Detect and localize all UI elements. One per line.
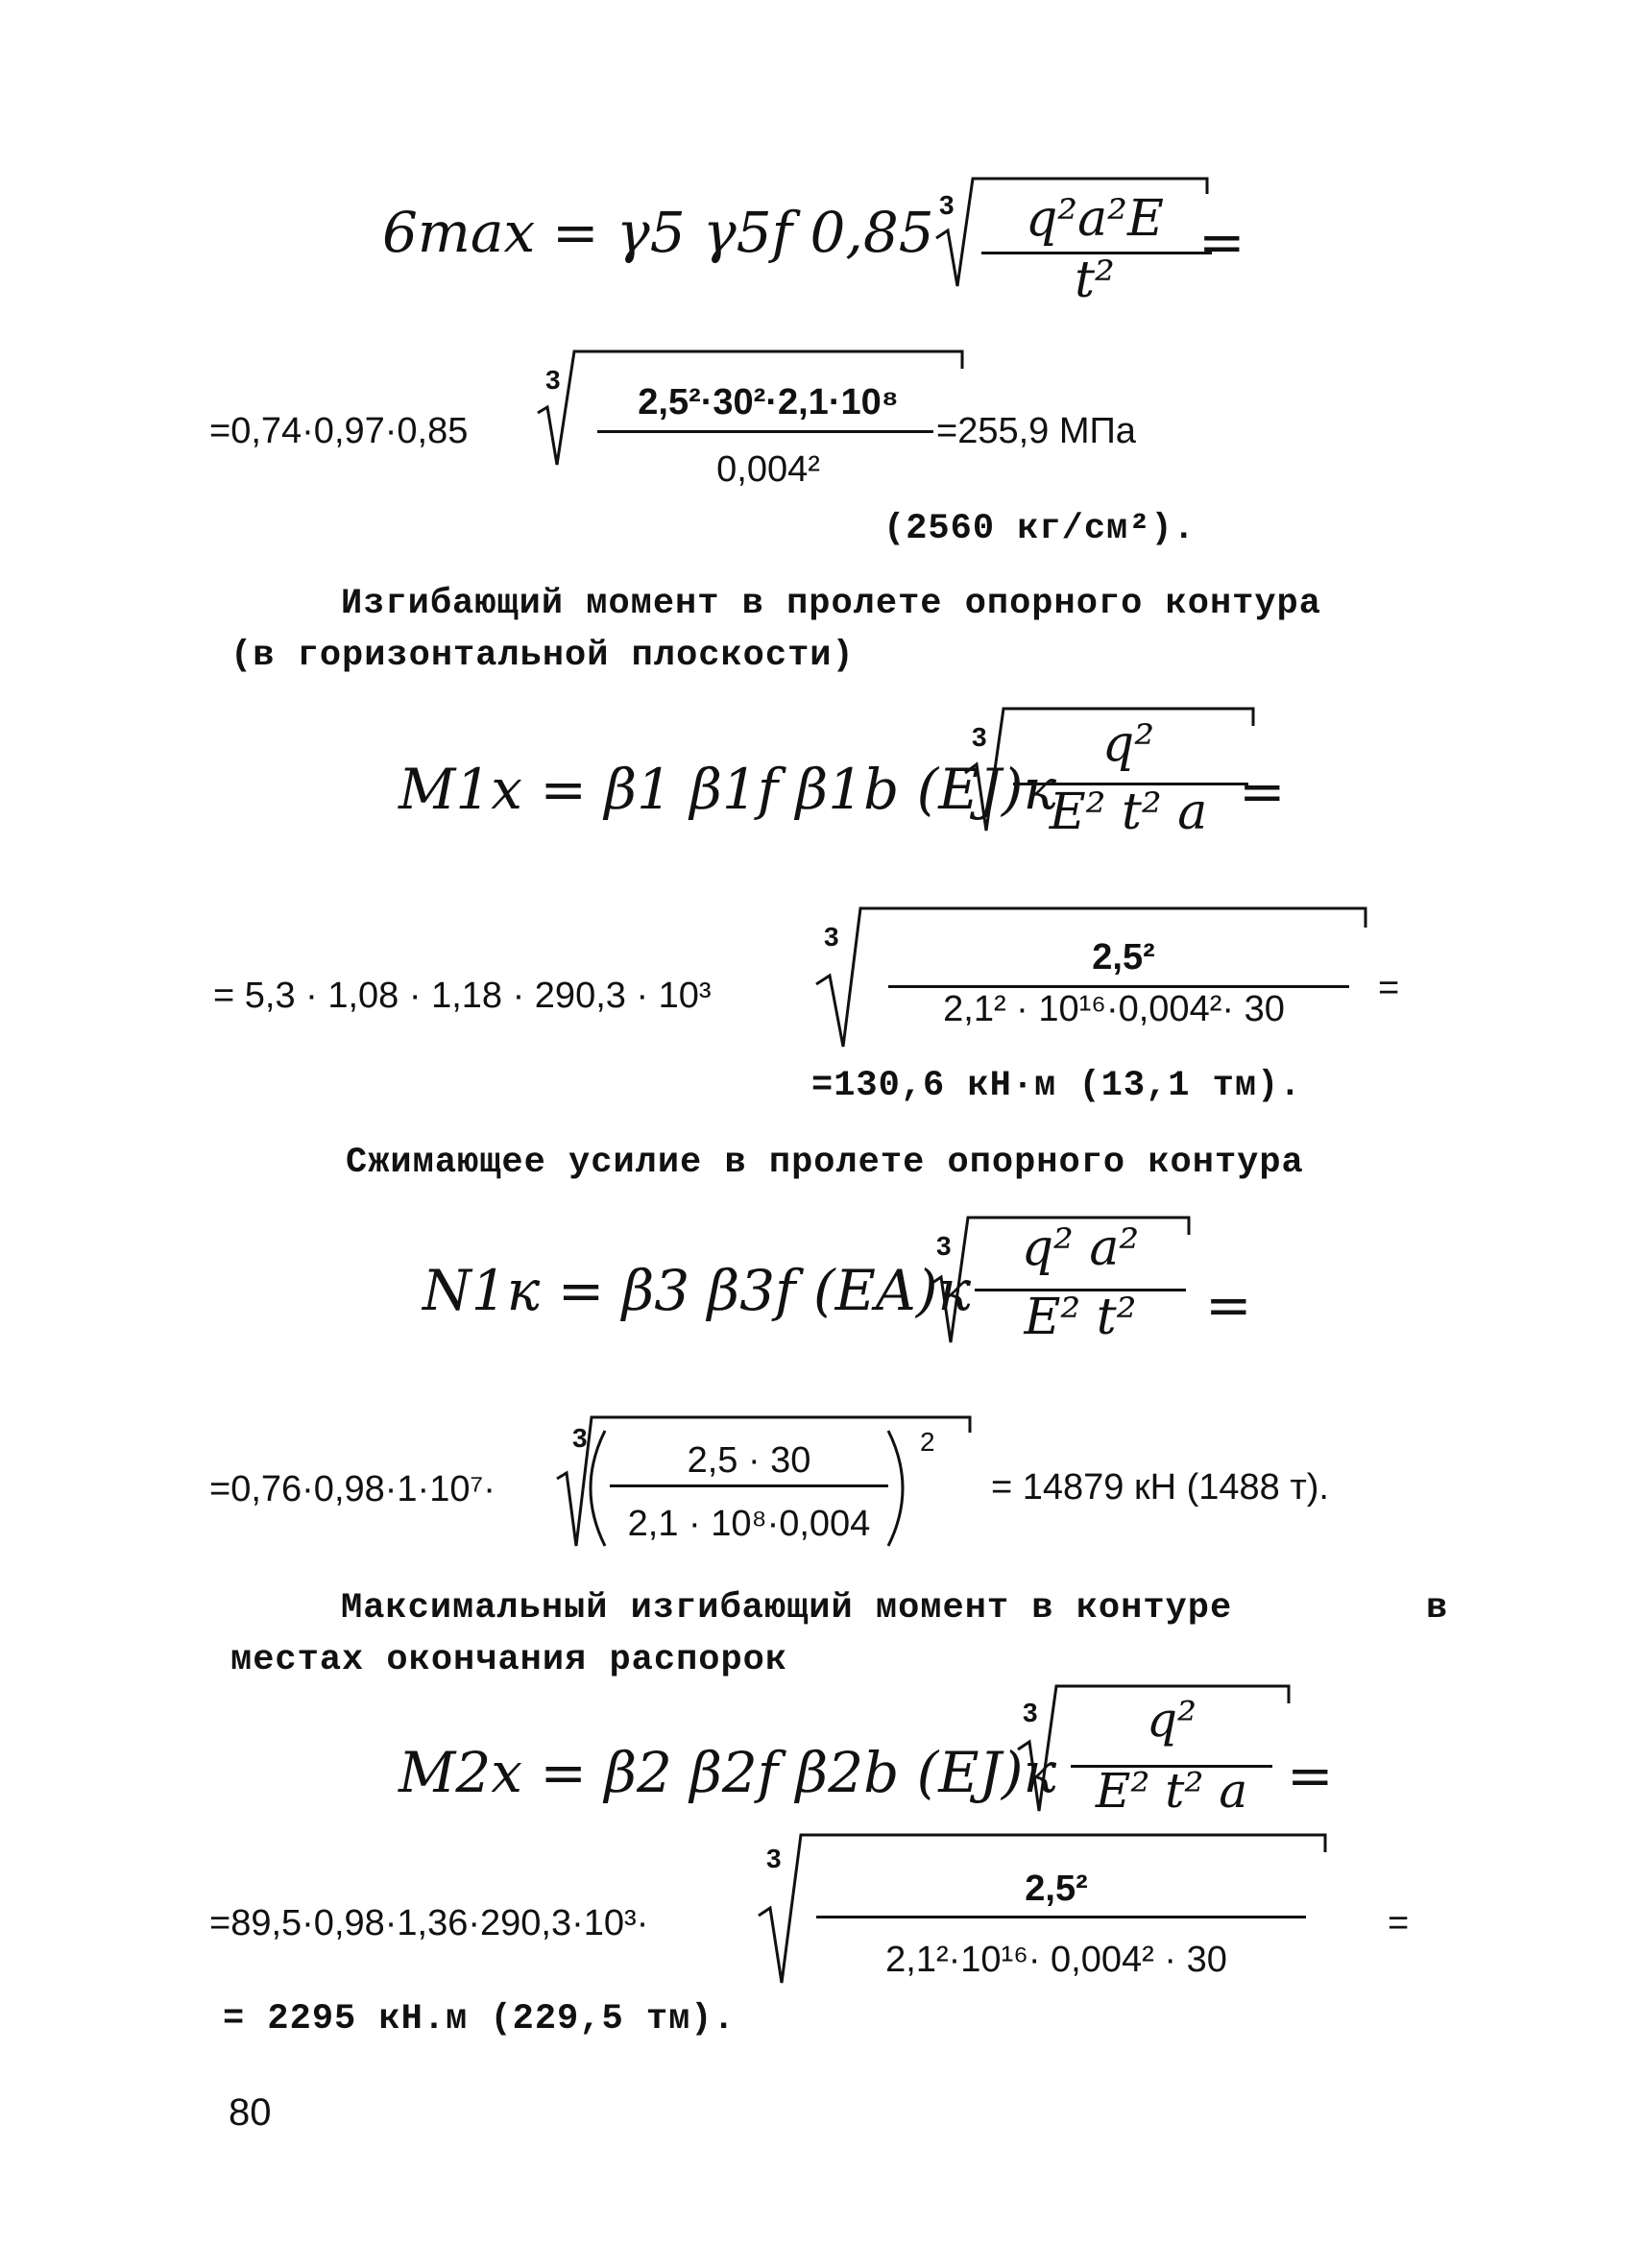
equals-sign: = bbox=[1239, 759, 1286, 824]
exponent: 2 bbox=[920, 1427, 935, 1457]
paragraph-line-end: в bbox=[1426, 1588, 1449, 1629]
fraction-denominator: E² t² a bbox=[1049, 784, 1208, 841]
page-number: 80 bbox=[229, 2091, 272, 2134]
equals-sign: = bbox=[1198, 209, 1245, 275]
paragraph-line: Изгибающий момент в пролете опорного контура bbox=[341, 584, 1321, 624]
formula-lhs: M1x = β1 β1f β1b (EJ)к bbox=[399, 757, 1057, 822]
equals-sign: = bbox=[1205, 1272, 1252, 1338]
numeric-result-alt-units: (2560 кг/см²). bbox=[883, 509, 1196, 549]
fraction-denominator: 2,1²·10¹⁶· 0,004² · 30 bbox=[885, 1940, 1227, 1980]
numeric-result: = 2295 кН.м (229,5 тм). bbox=[223, 1999, 736, 2039]
numeric-prefix: = 5,3 · 1,08 · 1,18 · 290,3 · 10³ bbox=[213, 976, 712, 1016]
fraction-denominator: 2,1 · 10⁸·0,004 bbox=[627, 1504, 871, 1544]
fraction-numerator: q² bbox=[1146, 1692, 1197, 1748]
fraction-line bbox=[610, 1484, 888, 1487]
radical-sign bbox=[816, 903, 1373, 1066]
equals-sign: = bbox=[1378, 968, 1400, 1008]
fraction-numerator: 2,5² bbox=[1092, 937, 1155, 977]
fraction-denominator: t² bbox=[1075, 252, 1115, 309]
fraction-line bbox=[597, 430, 933, 433]
formula-lhs: 6max bbox=[382, 200, 536, 265]
root-index: 3 bbox=[572, 1423, 588, 1453]
equals-sign: = bbox=[1388, 1903, 1410, 1943]
fraction-denominator: 0,004² bbox=[716, 449, 820, 490]
paragraph-line: (в горизонтальной плоскости) bbox=[230, 636, 855, 676]
fraction-numerator: 2,5² bbox=[1025, 1869, 1088, 1909]
fraction-numerator: q²a²E bbox=[1026, 190, 1164, 248]
numeric-prefix: =0,74·0,97·0,85 bbox=[209, 411, 469, 451]
fraction-line bbox=[816, 1916, 1306, 1918]
fraction-numerator: q² a² bbox=[1021, 1219, 1140, 1277]
numeric-result: =255,9 МПа bbox=[936, 411, 1136, 451]
fraction-numerator: 2,5 · 30 bbox=[687, 1440, 811, 1481]
formula-lhs: N1к = β3 β3f (EA)к bbox=[423, 1258, 972, 1323]
paragraph-line: Максимальный изгибающий момент в контуре bbox=[341, 1588, 1233, 1629]
root-index: 3 bbox=[972, 722, 987, 752]
formula-lhs: M2x = β2 β2f β2b (EJ)к bbox=[399, 1740, 1057, 1805]
root-index: 3 bbox=[939, 190, 955, 220]
numeric-result: =130,6 кН·м (13,1 тм). bbox=[811, 1066, 1302, 1106]
equals-sign: = bbox=[1287, 1743, 1334, 1808]
fraction-line bbox=[888, 985, 1349, 988]
paragraph-line: Сжимающее усилие в пролете опорного контура bbox=[346, 1143, 1304, 1183]
root-index: 3 bbox=[936, 1231, 952, 1261]
root-index: 3 bbox=[545, 365, 561, 395]
numeric-prefix: =89,5·0,98·1,36·290,3·10³· bbox=[209, 1903, 649, 1943]
root-index: 3 bbox=[824, 922, 839, 952]
fraction-denominator: 2,1² · 10¹⁶·0,004²· 30 bbox=[943, 989, 1285, 1029]
paragraph-line: местах окончания распорок bbox=[230, 1640, 788, 1680]
root-index: 3 bbox=[766, 1844, 782, 1873]
fraction-numerator: 2,5²·30²·2,1·10⁸ bbox=[638, 382, 899, 422]
numeric-prefix: =0,76·0,98·1·10⁷· bbox=[209, 1469, 496, 1509]
fraction-denominator: E² t² bbox=[1024, 1289, 1137, 1346]
fraction-numerator: q² bbox=[1101, 715, 1155, 773]
formula-factors: = γ5 γ5f 0,85 bbox=[552, 200, 934, 265]
root-index: 3 bbox=[1023, 1698, 1038, 1727]
fraction-denominator: E² t² a bbox=[1095, 1763, 1248, 1819]
numeric-result: = 14879 кН (1488 т). bbox=[991, 1467, 1329, 1508]
